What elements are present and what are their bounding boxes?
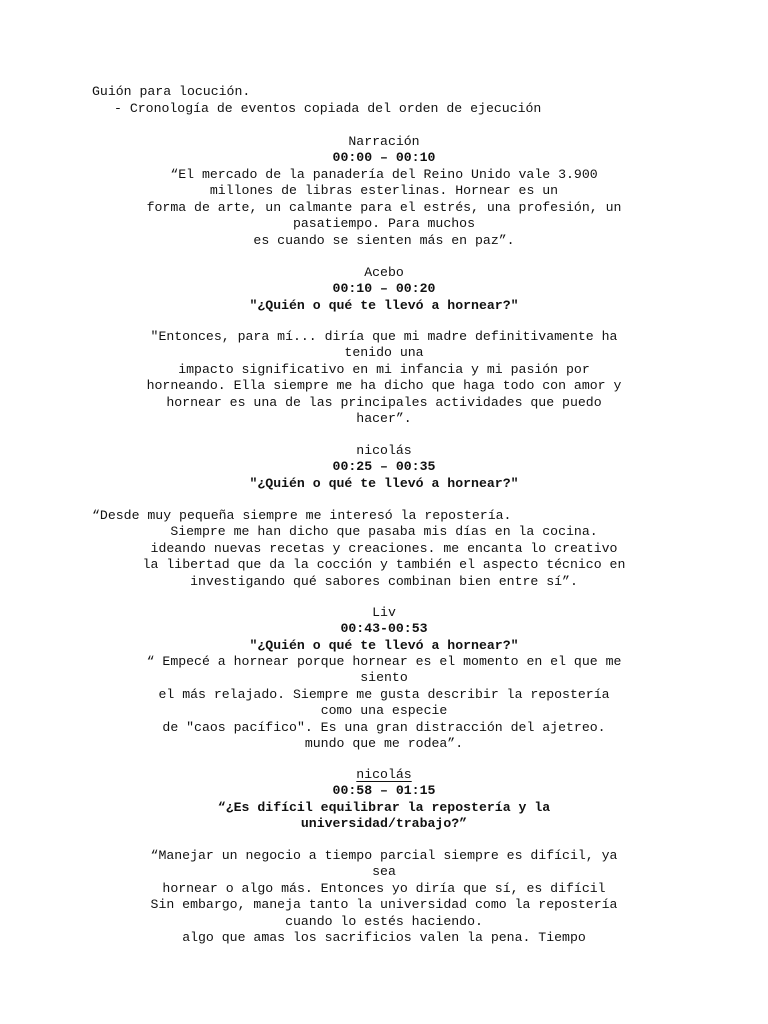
script-line: algo que amas los sacrificios valen la pena. Tiempo (182, 930, 586, 945)
timecode: 00:43-00:53 (340, 621, 428, 636)
script-line: “ Empecé a hornear porque hornear es el momento en el que me (146, 654, 622, 669)
script-line: hornear es una de las principales actividades que puedo (166, 395, 602, 410)
script-line: Sin embargo, maneja tanto la universidad como la repostería (150, 897, 618, 912)
script-line: pasatiempo. Para muchos (292, 216, 476, 231)
script-line: “Manejar un negocio a tiempo parcial siempre es difícil, ya (150, 848, 618, 863)
speaker-name: Liv (372, 605, 396, 620)
script-line: “El mercado de la panadería del Reino Unido vale 3.900 (170, 167, 598, 182)
speaker-name: nicolás (356, 767, 412, 782)
script-line: tenido una (344, 345, 424, 360)
interview-question: "¿Quién o qué te llevó a hornear?" (249, 476, 519, 491)
script-line: hacer”. (356, 411, 412, 426)
script-line: sea (372, 864, 396, 879)
script-line: cuando lo estés haciendo. (285, 914, 483, 929)
doc-title: Guión para locución. (92, 84, 251, 99)
interview-question: “¿Es difícil equilibrar la repostería y la (217, 800, 551, 815)
script-line: forma de arte, un calmante para el estrés, una profesión, un (146, 200, 622, 215)
script-line: la libertad que da la cocción y también el aspecto técnico en (142, 557, 626, 572)
script-line: el más relajado. Siempre me gusta describir la repostería (158, 687, 610, 702)
speaker-name: Narración (348, 134, 420, 149)
speaker-name: nicolás (356, 443, 412, 458)
script-line: es cuando se sienten más en paz”. (253, 233, 515, 248)
timecode: 00:10 – 00:20 (332, 281, 436, 296)
interview-question: universidad/trabajo?” (300, 816, 468, 831)
script-line: mundo que me rodea”. (304, 736, 464, 751)
script-line: Siempre me han dicho que pasaba mis días en la cocina. (170, 524, 598, 539)
script-line: ideando nuevas recetas y creaciones. me encanta lo creativo (150, 541, 618, 556)
script-line: "Entonces, para mí... diría que mi madre definitivamente ha (150, 329, 618, 344)
script-line: investigando qué sabores combinan bien entre sí”. (190, 574, 578, 589)
script-line: impacto significativo en mi infancia y mi pasión por (178, 362, 590, 377)
script-line: millones de libras esterlinas. Hornear es un (209, 183, 559, 198)
doc-subtitle: - Cronología de eventos copiada del orden de ejecución (114, 101, 542, 116)
timecode: 00:25 – 00:35 (332, 459, 436, 474)
script-line: “Desde muy pequeña siempre me interesó la repostería. (92, 508, 512, 523)
timecode: 00:00 – 00:10 (332, 150, 436, 165)
interview-question: "¿Quién o qué te llevó a hornear?" (249, 298, 519, 313)
interview-question: "¿Quién o qué te llevó a hornear?" (249, 638, 519, 653)
script-line: de "caos pacífico". Es una gran distracción del ajetreo. (162, 720, 606, 735)
speaker-name: Acebo (364, 265, 404, 280)
script-line: como una especie (320, 703, 448, 718)
script-line: siento (360, 670, 408, 685)
timecode: 00:58 – 01:15 (332, 783, 436, 798)
script-line: hornear o algo más. Entonces yo diría que sí, es difícil (162, 881, 606, 896)
script-line: horneando. Ella siempre me ha dicho que haga todo con amor y (146, 378, 622, 393)
